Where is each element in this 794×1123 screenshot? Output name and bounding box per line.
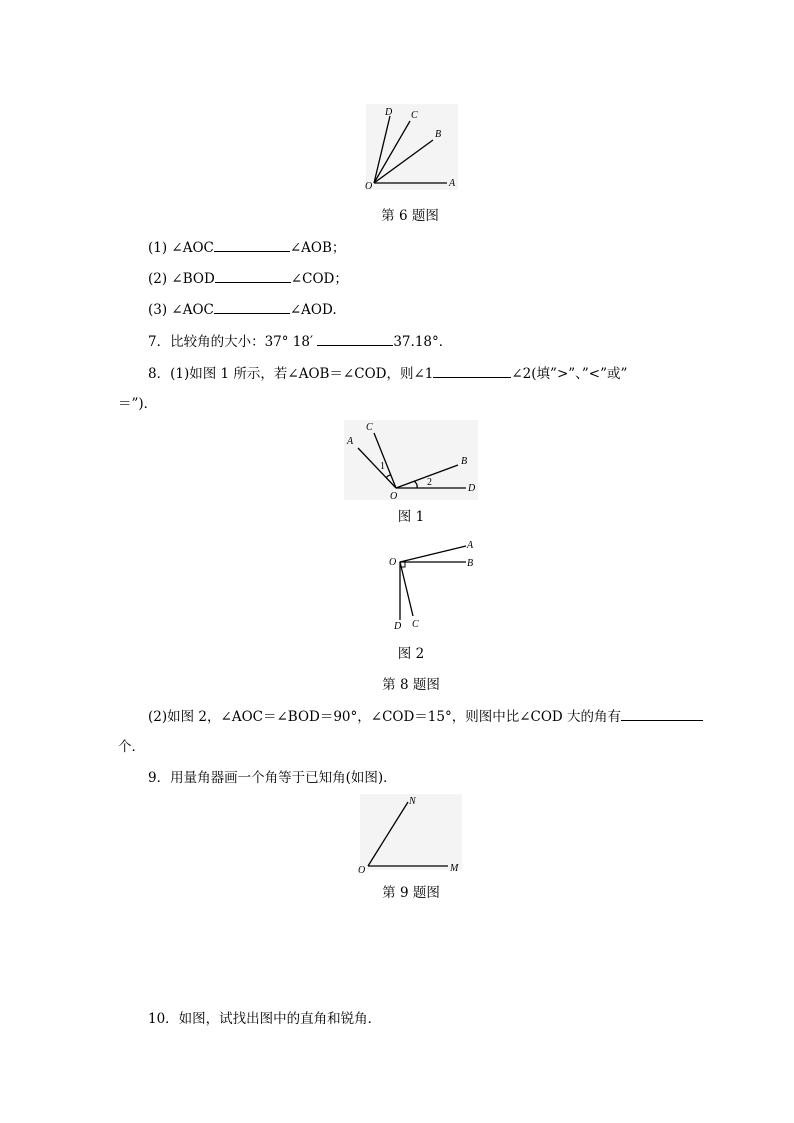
- q6-item-1-prefix: (1) ∠AOC: [148, 240, 214, 256]
- ray-oc: [400, 562, 413, 616]
- figure-6: [360, 100, 460, 192]
- q8-part-2-text: (2)如图 2，∠AOC＝∠BOD＝90°，∠COD＝15°，则图中比∠COD 大的角有: [148, 709, 622, 725]
- figure-8-2: [384, 536, 480, 636]
- label-m: M: [450, 863, 459, 874]
- q8-line-1-prefix: 8．(1)如图 1 所示，若∠AOB＝∠COD，则∠1: [148, 366, 434, 382]
- label-angle-2: 2: [427, 477, 432, 488]
- label-b: B: [461, 456, 468, 467]
- label-o: O: [358, 865, 366, 876]
- label-b: B: [467, 558, 474, 569]
- q8-blank-2[interactable]: [621, 708, 703, 721]
- label-o: O: [390, 491, 398, 502]
- figure-9: [354, 790, 466, 878]
- figure-9-caption: 第 9 题图: [382, 885, 440, 901]
- q6-item-1: [148, 239, 345, 256]
- q6-item-2: [148, 270, 348, 287]
- label-c: C: [412, 619, 419, 630]
- figure-8-caption: 第 8 题图: [382, 677, 440, 693]
- label-b: B: [435, 129, 442, 140]
- q7: [148, 333, 452, 350]
- label-d: D: [468, 483, 476, 494]
- label-o: O: [389, 557, 397, 568]
- q9-text: 9．用量角器画一个角等于已知角(如图)．: [148, 770, 397, 786]
- label-a: A: [347, 436, 354, 447]
- q7-blank[interactable]: [317, 333, 393, 346]
- label-d: D: [394, 621, 402, 632]
- figure-8-1: [342, 418, 480, 502]
- q8-part-2-line-1: [148, 708, 703, 725]
- q6-item-2-prefix: (2) ∠BOD: [148, 271, 215, 287]
- label-c: C: [366, 422, 373, 433]
- figure-8-2-caption: 图 2: [397, 646, 425, 662]
- label-c: C: [411, 110, 418, 121]
- figure-8-1-caption: 图 1: [397, 509, 425, 525]
- q8-line-1-suffix: ∠2(填”>”、”<”或”: [511, 366, 628, 382]
- q6-item-3-blank[interactable]: [214, 301, 290, 314]
- q6-item-3-suffix: ∠AOD.: [289, 302, 337, 318]
- q6-item-2-suffix: ∠COD；: [290, 271, 348, 287]
- q6-item-3: [148, 301, 337, 318]
- figure-6-caption: 第 6 题图: [381, 208, 439, 224]
- q8-blank-1[interactable]: [433, 365, 511, 378]
- label-angle-1: 1: [380, 461, 385, 472]
- label-a: A: [449, 178, 456, 189]
- q10-text: 10．如图，试找出图中的直角和锐角．: [148, 1011, 382, 1027]
- q6-item-2-blank[interactable]: [215, 270, 291, 283]
- q6-item-1-suffix: ∠AOB；: [289, 240, 346, 256]
- q8-part-2-line-2: 个．: [118, 739, 145, 755]
- label-a: A: [467, 540, 474, 551]
- q7-prefix: 7．比较角的大小：37° 18′: [148, 334, 318, 350]
- label-d: D: [385, 107, 393, 118]
- q8-line-1: [148, 365, 627, 382]
- ray-oa: [400, 546, 466, 562]
- q6-item-1-blank[interactable]: [214, 239, 290, 252]
- q8-line-2: ＝”)．: [118, 396, 158, 412]
- q6-item-3-prefix: (3) ∠AOC: [148, 302, 214, 318]
- label-n: N: [409, 796, 416, 807]
- q7-suffix: 37.18°．: [393, 334, 453, 350]
- label-o: O: [365, 181, 373, 192]
